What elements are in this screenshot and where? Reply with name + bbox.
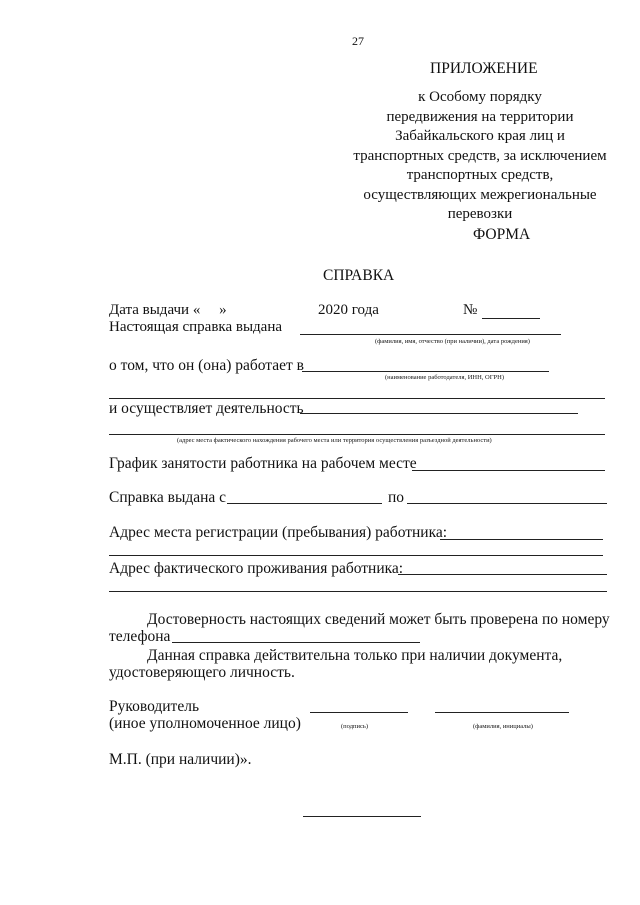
appendix-line: передвижения на территории	[386, 108, 574, 125]
page-number: 27	[352, 34, 364, 48]
appendix-text	[340, 88, 620, 225]
year-text: 2020 года	[318, 302, 379, 318]
residence-address-label: Адрес фактического проживания работника:	[109, 560, 404, 577]
activity-hint: (адрес места фактического нахождения рабочего места или территория осуществления разъездной деятельности)	[177, 437, 492, 444]
residence-field-line[interactable]	[398, 574, 607, 575]
activity-field-line[interactable]	[300, 413, 578, 414]
schedule-label: График занятости работника на рабочем месте	[109, 455, 417, 472]
valid-to-label: по	[388, 489, 405, 506]
head-label: Руководитель	[109, 698, 200, 715]
signature-field-line[interactable]	[310, 712, 408, 713]
activity-label: и осуществляет деятельность	[109, 400, 304, 417]
activity-field-line-2[interactable]	[109, 434, 605, 435]
valid-to-field-line[interactable]	[407, 503, 607, 504]
appendix-title: ПРИЛОЖЕНИЕ	[430, 60, 538, 77]
registration-address-label: Адрес места регистрации (пребывания) работника:	[109, 524, 448, 541]
phone-field-line[interactable]	[172, 642, 420, 643]
registration-field-line[interactable]	[440, 539, 603, 540]
verification-line-2: телефона	[109, 628, 171, 645]
appendix-line: перевозки	[447, 206, 513, 222]
issue-date-label: Дата выдачи « »	[109, 302, 227, 318]
appendix-line: Забайкальского края лиц и	[395, 128, 565, 144]
schedule-field-line[interactable]	[412, 470, 605, 471]
works-at-label: о том, что он (она) работает в	[109, 357, 304, 374]
form-label: ФОРМА	[473, 226, 531, 243]
valid-from-field-line[interactable]	[227, 503, 382, 504]
authorized-person-label: (иное уполномоченное лицо)	[109, 715, 301, 732]
employer-field-line[interactable]	[302, 371, 549, 372]
employer-field-line-2[interactable]	[109, 398, 605, 399]
name-field-line[interactable]	[435, 712, 569, 713]
verification-line-1: Достоверность настоящих сведений может быть проверена по номеру	[147, 611, 610, 628]
appendix-line: транспортных средств,	[406, 167, 554, 183]
number-label: №	[463, 302, 478, 318]
validity-line-1: Данная справка действительна только при наличии документа,	[147, 647, 563, 664]
issued-to-label: Настоящая справка выдана	[109, 319, 283, 335]
appendix-line: осуществляющих межрегиональные	[363, 186, 597, 203]
name-hint: (фамилия, инициалы)	[473, 723, 533, 730]
registration-field-line-2[interactable]	[109, 555, 603, 556]
employer-hint: (наименование работодателя, ИНН, ОГРН)	[385, 374, 504, 381]
appendix-line: к Особому порядку	[418, 89, 542, 105]
appendix-line: транспортных средств, за исключением	[353, 147, 607, 164]
residence-field-line-2[interactable]	[109, 591, 607, 592]
bottom-separator	[303, 816, 421, 817]
issued-to-field-line[interactable]	[300, 334, 561, 335]
validity-line-2: удостоверяющего личность.	[109, 664, 295, 681]
document-title: СПРАВКА	[323, 267, 395, 284]
valid-from-label: Справка выдана с	[109, 489, 227, 506]
number-field-line[interactable]	[482, 318, 540, 319]
issued-to-hint: (фамилия, имя, отчество (при наличии), дата рождения)	[375, 338, 530, 345]
stamp-label: М.П. (при наличии)».	[109, 751, 252, 768]
signature-hint: (подпись)	[341, 723, 368, 730]
